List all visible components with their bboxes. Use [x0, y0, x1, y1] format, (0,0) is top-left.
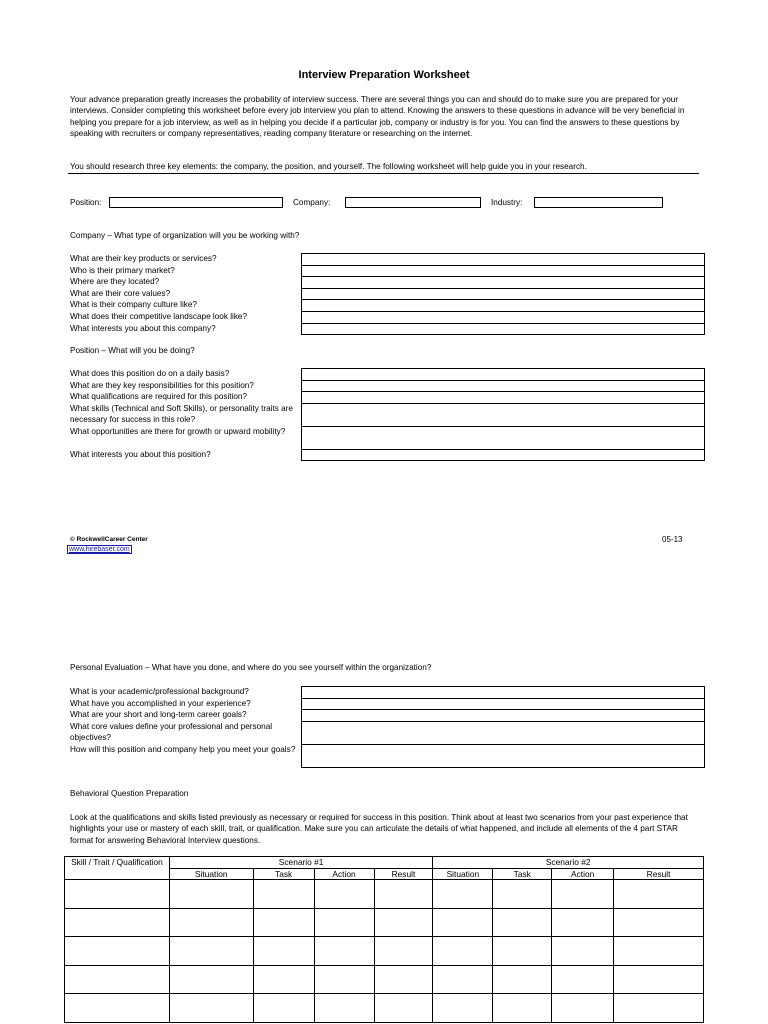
answer-field[interactable]: [302, 392, 704, 404]
table-cell[interactable]: [374, 937, 433, 966]
answer-field[interactable]: [302, 722, 704, 745]
answer-field[interactable]: [302, 427, 704, 450]
table-row: [65, 965, 704, 994]
table-cell[interactable]: [169, 994, 253, 1023]
table-cell[interactable]: [552, 880, 614, 909]
answer-field[interactable]: [302, 369, 704, 381]
copyright-text: © RockwellCareer Center: [70, 536, 148, 543]
star-table: [64, 856, 704, 1023]
table-cell[interactable]: [169, 937, 253, 966]
company-question: What does their competitive landscape look like?: [70, 311, 248, 321]
behavioral-heading: Behavioral Question Preparation: [70, 789, 189, 798]
answer-field[interactable]: [302, 404, 704, 427]
table-cell[interactable]: [433, 880, 493, 909]
personal-questions: [70, 686, 302, 767]
company-question: What are their core values?: [70, 288, 171, 298]
table-cell[interactable]: [169, 880, 253, 909]
table-cell[interactable]: [314, 994, 374, 1023]
table-cell[interactable]: [552, 937, 614, 966]
table-cell[interactable]: [374, 994, 433, 1023]
table-cell[interactable]: [65, 880, 170, 909]
industry-label: Industry:: [491, 198, 523, 207]
table-cell[interactable]: [433, 937, 493, 966]
position-question: What qualifications are required for this position?: [70, 392, 248, 402]
position-question: What skills (Technical and Soft Skills), or personality traits are necessary for success in this role?: [70, 403, 293, 424]
answer-field[interactable]: [302, 289, 704, 301]
table-row: [65, 908, 704, 937]
answer-field[interactable]: [302, 266, 704, 278]
answer-field[interactable]: [302, 312, 704, 324]
task-header: Task: [253, 868, 314, 880]
result-header: Result: [374, 868, 433, 880]
table-cell[interactable]: [253, 994, 314, 1023]
table-cell[interactable]: [314, 908, 374, 937]
personal-answer-boxes: [301, 686, 705, 768]
table-row: [65, 880, 704, 909]
table-cell[interactable]: [552, 908, 614, 937]
personal-question: What are your short and long-term career goals?: [70, 710, 247, 720]
answer-field[interactable]: [302, 277, 704, 289]
personal-question: What is your academic/professional background?: [70, 687, 249, 696]
table-cell[interactable]: [493, 994, 552, 1023]
table-cell[interactable]: [65, 908, 170, 937]
situation-header: Situation: [169, 868, 253, 880]
personal-heading: Personal Evaluation – What have you done, and where do you see yourself within the organization?: [70, 663, 432, 672]
scenario-2-header: Scenario #2: [433, 857, 704, 869]
situation-header: Situation: [433, 868, 493, 880]
company-label: Company:: [293, 198, 331, 207]
table-cell[interactable]: [552, 965, 614, 994]
skill-header: Skill / Trait / Qualification: [65, 857, 170, 880]
table-cell[interactable]: [374, 880, 433, 909]
table-cell[interactable]: [169, 965, 253, 994]
table-cell[interactable]: [374, 908, 433, 937]
position-question: What are they key responsibilities for this position?: [70, 380, 254, 390]
personal-question: What have you accomplished in your experience?: [70, 698, 251, 708]
company-question: What is their company culture like?: [70, 300, 197, 310]
company-question: What are their key products or services?: [70, 254, 217, 263]
divider: [68, 173, 699, 174]
table-cell[interactable]: [552, 994, 614, 1023]
answer-field[interactable]: [302, 710, 704, 722]
table-cell[interactable]: [65, 994, 170, 1023]
table-cell[interactable]: [169, 908, 253, 937]
position-questions: [70, 368, 302, 460]
answer-field[interactable]: [302, 687, 704, 699]
answer-field[interactable]: [302, 324, 704, 336]
answer-field[interactable]: [302, 699, 704, 711]
position-question: What opportunities are there for growth or upward mobility?: [70, 426, 286, 436]
company-input[interactable]: [345, 197, 481, 208]
company-answer-boxes: [301, 253, 705, 335]
table-cell[interactable]: [614, 880, 704, 909]
table-cell[interactable]: [433, 965, 493, 994]
result-header: Result: [614, 868, 704, 880]
personal-question: How will this position and company help you meet your goals?: [70, 744, 296, 754]
research-paragraph: You should research three key elements: the company, the position, and yourself. The following worksheet will help guide you in your research.: [70, 162, 587, 171]
company-question: Where are they located?: [70, 277, 160, 287]
position-answer-boxes: [301, 368, 705, 461]
table-cell[interactable]: [614, 994, 704, 1023]
table-cell[interactable]: [65, 937, 170, 966]
table-cell[interactable]: [253, 937, 314, 966]
action-header: Action: [552, 868, 614, 880]
action-header: Action: [314, 868, 374, 880]
table-cell[interactable]: [374, 965, 433, 994]
position-heading: Position – What will you be doing?: [70, 346, 195, 355]
table-cell[interactable]: [493, 908, 552, 937]
intro-paragraph: Your advance preparation greatly increases the probability of interview success. There are several things you can and should do to make sure you are prepared for your interviews. Consider completing this worksheet before every job interview you plan to attend. Knowing the answers to these questions in advance will be very beneficial in helping you prepare for a job interview, as well as in helping you decide if a particular job, company or industry is for you. You can find the answers to these questions by speaking with recruiters or company representatives, reading company literature or researching on the internet.: [70, 95, 685, 138]
table-row: [65, 937, 704, 966]
table-cell[interactable]: [314, 880, 374, 909]
task-header: Task: [493, 868, 552, 880]
table-cell[interactable]: [614, 965, 704, 994]
table-cell[interactable]: [493, 965, 552, 994]
table-cell[interactable]: [614, 908, 704, 937]
table-cell[interactable]: [614, 937, 704, 966]
form-code: 05-13: [662, 535, 683, 544]
table-cell[interactable]: [65, 965, 170, 994]
company-questions: [70, 253, 302, 334]
table-cell[interactable]: [253, 880, 314, 909]
position-question: What does this position do on a daily basis?: [70, 369, 230, 378]
page-title: Interview Preparation Worksheet: [298, 69, 470, 81]
position-label: Position:: [70, 198, 102, 207]
company-question: What interests you about this company?: [70, 323, 216, 333]
website-link[interactable]: www.hirebaser.com: [69, 546, 130, 553]
table-cell[interactable]: [493, 937, 552, 966]
industry-input[interactable]: [534, 197, 663, 208]
table-cell[interactable]: [433, 994, 493, 1023]
table-row: [65, 994, 704, 1023]
table-cell[interactable]: [493, 880, 552, 909]
answer-field[interactable]: [302, 745, 704, 768]
table-cell[interactable]: [253, 965, 314, 994]
answer-field[interactable]: [302, 450, 704, 462]
company-question: Who is their primary market?: [70, 265, 175, 275]
table-cell[interactable]: [314, 937, 374, 966]
answer-field[interactable]: [302, 300, 704, 312]
answer-field[interactable]: [302, 381, 704, 393]
scenario-1-header: Scenario #1: [169, 857, 433, 869]
behavioral-paragraph: Look at the qualifications and skills listed previously as necessary or required for success in this position. Think about at least two scenarios from your past experience that highlights your use or mastery of each skill, trait, or qualification. Make sure you can articulate the details of what happened, and include all elements of the 4 part STAR format for answering Behavioral Interview questions.: [70, 813, 688, 845]
position-input[interactable]: [109, 197, 283, 208]
personal-question: What core values define your professional and personal objectives?: [70, 721, 273, 742]
table-cell[interactable]: [433, 908, 493, 937]
answer-field[interactable]: [302, 254, 704, 266]
table-cell[interactable]: [253, 908, 314, 937]
company-heading: Company – What type of organization will you be working with?: [70, 231, 300, 240]
table-cell[interactable]: [314, 965, 374, 994]
position-question: What interests you about this position?: [70, 449, 211, 459]
